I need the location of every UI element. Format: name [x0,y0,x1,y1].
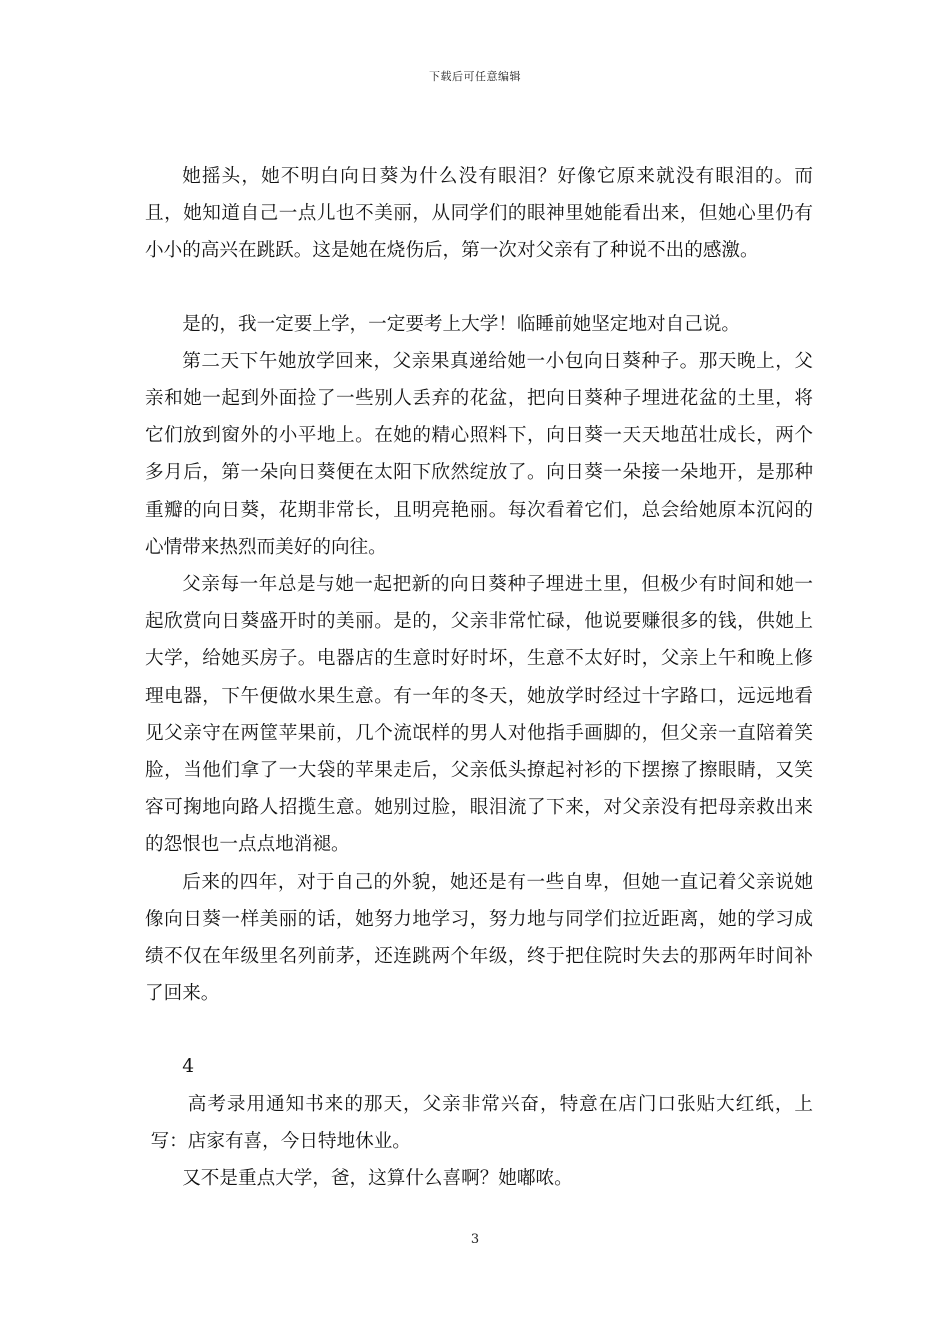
paragraph: 高考录用通知书来的那天，父亲非常兴奋，特意在店门口张贴大红纸，上写：店家有喜，今日特地休业。 [150,1093,813,1152]
page-number: 3 [470,1232,480,1247]
paragraph: 她摇头，她不明白向日葵为什么没有眼泪？好像它原来就没有眼泪的。而且，她知道自己一点儿也不美丽，从同学们的眼神里她能看出来，但她心里仍有小小的高兴在跳跃。这是她在烧伤后，第一次对父亲有了种说不出的感激。 [145,166,813,262]
paragraph: 父亲每一年总是与她一起把新的向日葵种子埋进土里，但极少有时间和她一起欣赏向日葵盛开时的美丽。是的，父亲非常忙碌，他说要赚很多的钱，供她上大学，给她买房子。电器店的生意时好时坏，生意不太好时，父亲上午和晚上修理电器，下午便做水果生意。有一年的冬天，她放学时经过十字路口，远远地看见父亲守在两筐苹果前，几个流氓样的男人对他指手画脚的，但父亲一直陪着笑脸，当他们拿了一大袋的苹果走后，父亲低头撩起衬衫的下摆擦了擦眼睛，又笑容可掬地向路人招揽生意。她别过脸，眼泪流了下来，对父亲没有把母亲救出来的怨恨也一点点地消褪。 [145,574,813,856]
page-header: 下载后可任意编辑 [429,70,521,83]
section-number: 4 [182,1056,195,1078]
document-body [145,158,813,1197]
paragraph: 第二天下午她放学回来，父亲果真递给她一小包向日葵种子。那天晚上，父亲和她一起到外面捡了一些别人丢弃的花盆，把向日葵种子埋进花盆的土里，将它们放到窗外的小平地上。在她的精心照料下，向日葵一天天地茁壮成长，两个多月后，第一朵向日葵便在太阳下欣然绽放了。向日葵一朵接一朵地开，是那种重瓣的向日葵，花期非常长，且明亮艳丽。每次看着它们，总会给她原本沉闷的心情带来热烈而美好的向往。 [145,350,813,558]
paragraph: 又不是重点大学，爸，这算什么喜啊？她嘟哝。 [182,1168,573,1190]
paragraph-gap [145,1012,813,1048]
paragraph: 是的，我一定要上学，一定要考上大学！临睡前她坚定地对自己说。 [182,313,741,335]
paragraph-gap [145,270,813,306]
paragraph: 后来的四年，对于自己的外貌，她还是有一些自卑，但她一直记着父亲说她像向日葵一样美丽的话，她努力地学习，努力地与同学们拉近距离，她的学习成绩不仅在年级里名列前茅，还连跳两个年级，终于把住院时失去的那两年时间补了回来。 [145,871,813,1005]
